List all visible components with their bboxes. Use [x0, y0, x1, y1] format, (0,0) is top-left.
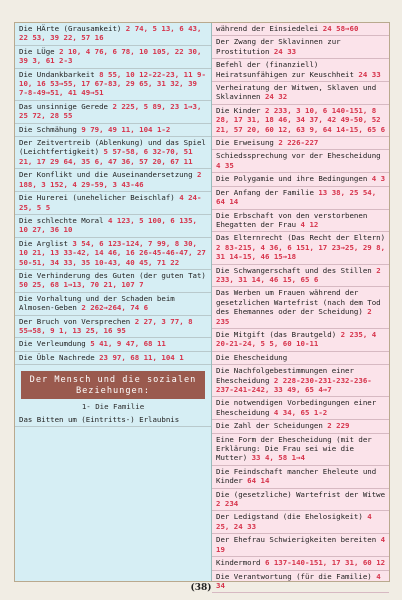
page-number: (38) [190, 583, 212, 593]
index-entry [15, 124, 211, 137]
entry-references: 4 35 [216, 160, 234, 170]
entry-references: 8 55, 10 12-22-23, 11 9-10, 16 53→55, 17 67-83, 29 65, 31 32, 39 7-8-49→51, 41 49→51 [19, 69, 206, 98]
index-entry [212, 23, 389, 36]
index-entry [15, 192, 211, 215]
entry-topic: Die Hurerei (unehelicher Beischlaf) [19, 193, 175, 203]
entry-references: 13 38, 25 54, 64 14 [216, 187, 377, 207]
index-entry [212, 82, 389, 105]
index-entry [212, 420, 389, 433]
entry-references: 50 25, 68 1→13, 70 21, 107 7 [19, 280, 144, 290]
entry-topic: Der Anfang der Familie [216, 187, 314, 197]
entry-topic: Die notwendigen Vorbedingungen einer Ehescheidung [216, 398, 377, 417]
entry-topic: während der Einsiedelei [216, 24, 319, 33]
entry-topic: Die HÄrte (Grausamkeit) [19, 24, 122, 33]
entry-references: 6 137-140-151, 17 31, 60 12 [264, 558, 386, 568]
entry-topic: Die Feindschaft mancher Eheleute und Kinder [216, 466, 377, 486]
index-entry [212, 365, 389, 397]
entry-topic: Der Ehefrau Schwierigkeiten bereiten [216, 535, 377, 545]
entry-references: 2 188, 3 152, 4 29-59, 3 43-46 [19, 170, 202, 189]
index-entry [212, 59, 389, 82]
entry-references: 4 12 [300, 219, 319, 229]
index-entry [15, 137, 211, 169]
entry-topic: Die Kinder [216, 105, 261, 115]
entry-references: 4 25, 24 33 [216, 512, 372, 531]
entry-topic: Der Bruch von Versprechen [19, 316, 131, 326]
entry-topic: Der Ledigstand (die Ehelosigkeit) [216, 512, 363, 522]
index-entry [15, 238, 211, 270]
index-entry [212, 210, 389, 233]
entry-references: 2 235 [216, 307, 372, 326]
index-page [14, 22, 390, 590]
entry-references: 2 10, 4 76, 6 78, 10 105, 22 30, 39 3, 61 2-3 [19, 46, 202, 66]
entry-references: 4 3 [371, 174, 386, 184]
index-entry [212, 137, 389, 150]
entry-references: 2 262→264, 74 6 [81, 303, 149, 313]
entry-topic: Das Elternrecht (Das Recht der Eltern) [216, 233, 386, 243]
index-entry [15, 293, 211, 316]
entry-references: 3 54, 6 123-124, 7 99, 8 30, 10 21, 13 33-42, 14 46, 16 26-45-46-47, 27 50-51, 34 33, 35 10-43, 40 45, 71 22 [19, 238, 206, 267]
entry-topic: Kindermord [216, 558, 261, 568]
entry-topic: Die Polygamie und ihre Bedingungen [216, 174, 368, 184]
entry-references: 2 225, 5 89, 23 1→3, 25 72, 28 55 [19, 101, 202, 121]
entry-topic: Die Erweisung [216, 138, 274, 148]
entry-references: 2 83-215, 4 36, 6 151, 17 23→25, 29 8, 31 14-15, 46 15→18 [216, 242, 386, 262]
entry-references: 4 34 [216, 571, 381, 590]
entry-references: 4 19 [216, 535, 386, 554]
entry-topic: Die Verhinderung des Guten (der guten Tat) [19, 270, 206, 280]
index-entry [212, 287, 389, 329]
entry-topic: Schiedssprechung vor der Ehescheidung [216, 151, 381, 161]
index-entry [212, 173, 389, 186]
entry-topic: Die Nachfolgebestimmungen einer Ehescheidung [216, 366, 354, 385]
index-entry [212, 489, 389, 512]
index-entry [212, 265, 389, 288]
index-entry [15, 352, 211, 365]
section-heading-box [21, 371, 205, 399]
index-entry [15, 23, 211, 46]
index-entry [15, 215, 211, 238]
entry-topic: Eine Form der Ehescheidung (mit der Erklärung: Die Frau sei wie die Mutter) [216, 434, 372, 463]
index-entry [15, 316, 211, 339]
index-entry [212, 511, 389, 534]
index-entry [212, 150, 389, 173]
entry-topic: Die Schwangerschaft und des Stillen [216, 265, 372, 275]
entry-references: 2 233, 3 10, 6 140-151, 8 28, 17 31, 18 46, 34 37, 42 49-50, 52 21, 57 20, 60 12, 63 9, 64 14-15, 65 6 [216, 105, 386, 134]
entry-topic: Der Zeitvertreib (Ablenkung) und das Spiel (Leichtfertigkeit) [19, 138, 206, 157]
entry-references: 24 33 [358, 69, 381, 79]
index-entry [212, 329, 389, 352]
section-subtitle: 1- Die Familie [81, 402, 145, 412]
left-column [15, 23, 211, 581]
index-entry [15, 101, 211, 124]
entry-topic: Befehl der (finanziell) Heiratsunfähigen zur Keuschheit [216, 60, 354, 79]
entry-topic: Der Zwang der Sklavinnen zur Prostitution [216, 37, 341, 56]
entry-references: 4 123, 5 100, 6 135, 10 27, 36 10 [19, 215, 197, 235]
index-entry [212, 397, 389, 420]
left-entries-list [15, 23, 211, 365]
entry-references: 5 41, 9 47, 68 11 [90, 339, 166, 349]
index-entry [212, 557, 389, 570]
index-entry [212, 187, 389, 210]
entry-topic: Die Schmähung [19, 124, 77, 134]
entry-references: 23 97, 68 11, 104 1 [99, 352, 184, 362]
entry-topic: Die Ehescheidung [216, 352, 288, 362]
entry-topic: Die Zahl der Scheidungen [216, 421, 323, 431]
entry-topic: Die Verantwortung (für die Familie) [216, 571, 372, 581]
entry-references: 24 32 [264, 92, 288, 102]
entry-topic: Die LÜge [19, 46, 55, 56]
entry-references: 9 79, 49 11, 104 1-2 [81, 124, 171, 134]
entry-topic: Die Üble Nachrede [19, 352, 95, 362]
entry-topic: Die Verleumdung [19, 339, 86, 349]
entry-topic: Das unsinnige Gerede [19, 101, 108, 111]
entry-references: 2 226-227 [278, 138, 319, 148]
entry-references: 64 14 [247, 476, 270, 486]
index-entry [212, 534, 389, 557]
index-entry [212, 36, 389, 59]
entry-references: 4 34, 65 1-2 [273, 407, 328, 417]
index-entry [212, 232, 389, 264]
entry-topic: Die Erbschaft von den verstorbenen Ehegatten der Frau [216, 210, 368, 229]
entry-topic: Die Undankbarkeit [19, 69, 95, 79]
entry-topic: Die schlechte Moral [19, 215, 104, 225]
index-entry [15, 46, 211, 69]
entry-references: 2 235, 4 20-21-24, 5 5, 60 10-11 [216, 329, 377, 349]
index-entry [212, 466, 389, 489]
section-title: Der Mensch und die sozialen Beziehungen: [29, 375, 197, 396]
entry-topic: Die Arglist [19, 238, 68, 248]
entry-topic: Der Konflikt und die Auseinandersetzung [19, 170, 193, 180]
entry-references: 24 58→60 [322, 24, 359, 33]
index-entry [212, 352, 389, 365]
entry-topic: Das Werben um Frauen während der gesetzlichen Wartefrist (nach dem Tod des Ehemannes oder der Scheidung) [216, 288, 381, 317]
entry-references: 5 57-58, 6 32-70, 51 21, 17 29 64, 35 6, 47 36, 57 20, 67 11 [19, 147, 193, 166]
index-entry [15, 270, 211, 293]
entry-references: 2 234 [216, 499, 239, 509]
entry-references: 2 74, 5 13, 6 43, 22 53, 39 22, 57 16 [19, 24, 202, 43]
right-entries-list [212, 23, 389, 593]
index-entry [15, 338, 211, 351]
entry-topic: Das Bitten um (Eintritts-) Erlaubnis [19, 414, 180, 424]
entry-references: 24 33 [273, 46, 297, 56]
entry-references: 2 233, 31 14, 46 15, 65 6 [216, 265, 381, 284]
right-column [212, 23, 389, 590]
entry-topic: Die (gesetzliche) Wartefrist der Witwe [216, 489, 386, 499]
entry-references: 2 27, 3 77, 8 55→58, 9 1, 13 25, 16 95 [19, 316, 193, 335]
index-entry [212, 434, 389, 466]
entry-topic: Die Vorhaltung und der Schaden beim Almosen-Geben [19, 293, 175, 313]
entry-references: 4 24-25, 5 5 [19, 193, 202, 212]
entry-topic: Verheiratung der Witwen, Sklaven und Sklavinnen [216, 83, 377, 102]
entry-references: 2 228-230-231-232-236-237-241-242, 33 49, 65 4→7 [216, 375, 372, 394]
entry-references: 2 229 [327, 421, 350, 431]
index-entry [15, 69, 211, 101]
index-entry [15, 169, 211, 192]
entry-references: 33 4, 58 1→4 [251, 453, 306, 463]
entry-topic: Die Mitgift (das Brautgeld) [216, 329, 337, 339]
index-entry [212, 105, 389, 137]
section-first-entry [15, 414, 211, 427]
